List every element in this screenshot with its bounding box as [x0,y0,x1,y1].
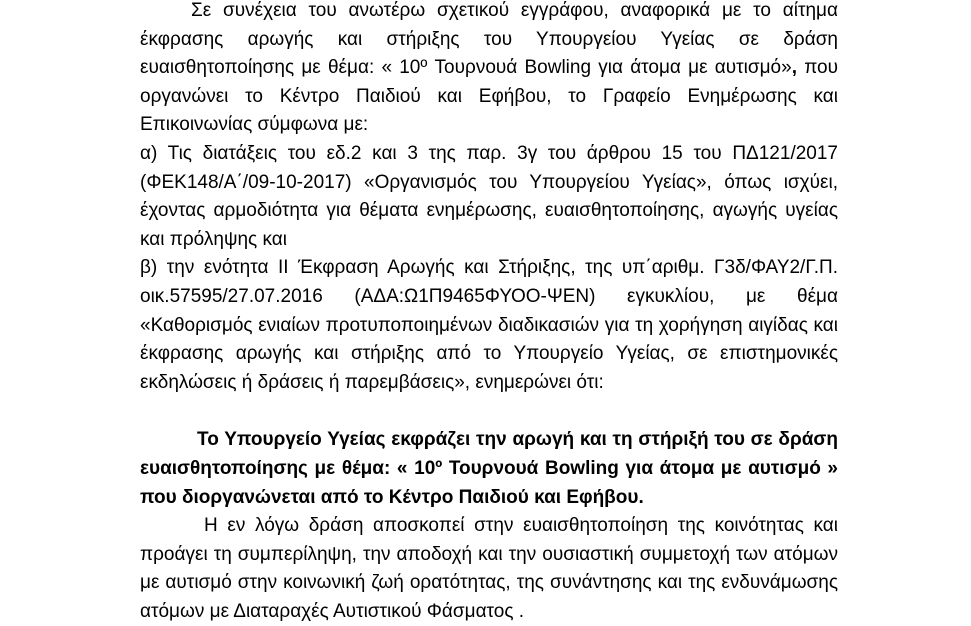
text-segment: α) Τις διατάξεις του εδ.2 και 3 της παρ. 3γ του άρθρου 15 του ΠΔ121/2017 (ΦΕΚ148/Α΄/09-10-2017) «Οργανισμός του Υπουργείου Υγείας», όπως ισχύει, έχοντας αρμοδιότητα για θέματα ενημέρωσης, ευαισθητοποίησης, αγωγής υγείας και πρόληψης και [140,142,838,250]
bold-text-segment: Το Υπουργείο Υγείας εκφράζει την αρωγή και τη στήριξή του σε δράση ευαισθητοποίησης με θέμα: « 10º Τουρνουά Bowling για άτομα με αυτισμό » που διοργανώνεται από το Κέντρο Παιδιού και Εφήβου. [140,429,838,508]
paragraph-point-b [140,254,838,397]
text-segment: β) την ενότητα ΙΙ Έκφραση Αρωγής και Στήριξης, της υπ΄αριθμ. Γ3δ/ΦΑΥ2/Γ.Π. οικ.57595/27.07.2016 (ΑΔΑ:Ω1Π9465ΦΥΟΟ-ΨΕΝ) εγκυκλίου, με θέμα «Καθορισμός ενιαίων προτυποποιημένων διαδικασιών για τη χορήγηση αιγίδας και έκφρασης αρωγής και στήριξης από το Υπουργείο Υγείας, σε επιστημονικές εκδηλώσεις ή δράσεις ή παρεμβάσεις», ενημερώνει ότι: [140,257,838,393]
paragraph-purpose [140,512,838,626]
paragraph-support-statement [140,426,838,512]
text-segment: Σε συνέχεια του ανωτέρω σχετικού εγγράφου, αναφορικά με το αίτημα έκφρασης αρωγής και στήριξης του Υπουργείου Υγείας σε δράση ευαισθητοποίησης με θέμα: « 10º Τουρνουά Bowling για άτομα με αυτισμό» [140,0,838,79]
text-segment: που οργανώνει το Κέντρο Παιδιού και Εφήβου, το Γραφείο Ενημέρωσης και Επικοινωνίας σύμφωνα με: [140,57,839,136]
paragraph-point-a [140,140,838,254]
document-text-block [140,0,838,626]
paragraph-intro [140,0,838,140]
bold-text-segment: , [791,57,797,79]
text-segment: Η εν λόγω δράση αποσκοπεί στην ευαισθητοποίηση της κοινότητας και προάγει τη συμπερίληψη, την αποδοχή και την ουσιαστική συμμετοχή των ατόμων με αυτισμό στην κοινωνική ζωή ορατότητας, της συνάντησης και της ενδυνάμωσης ατόμων με Διαταραχές Αυτιστικού Φάσματος . [140,515,838,622]
